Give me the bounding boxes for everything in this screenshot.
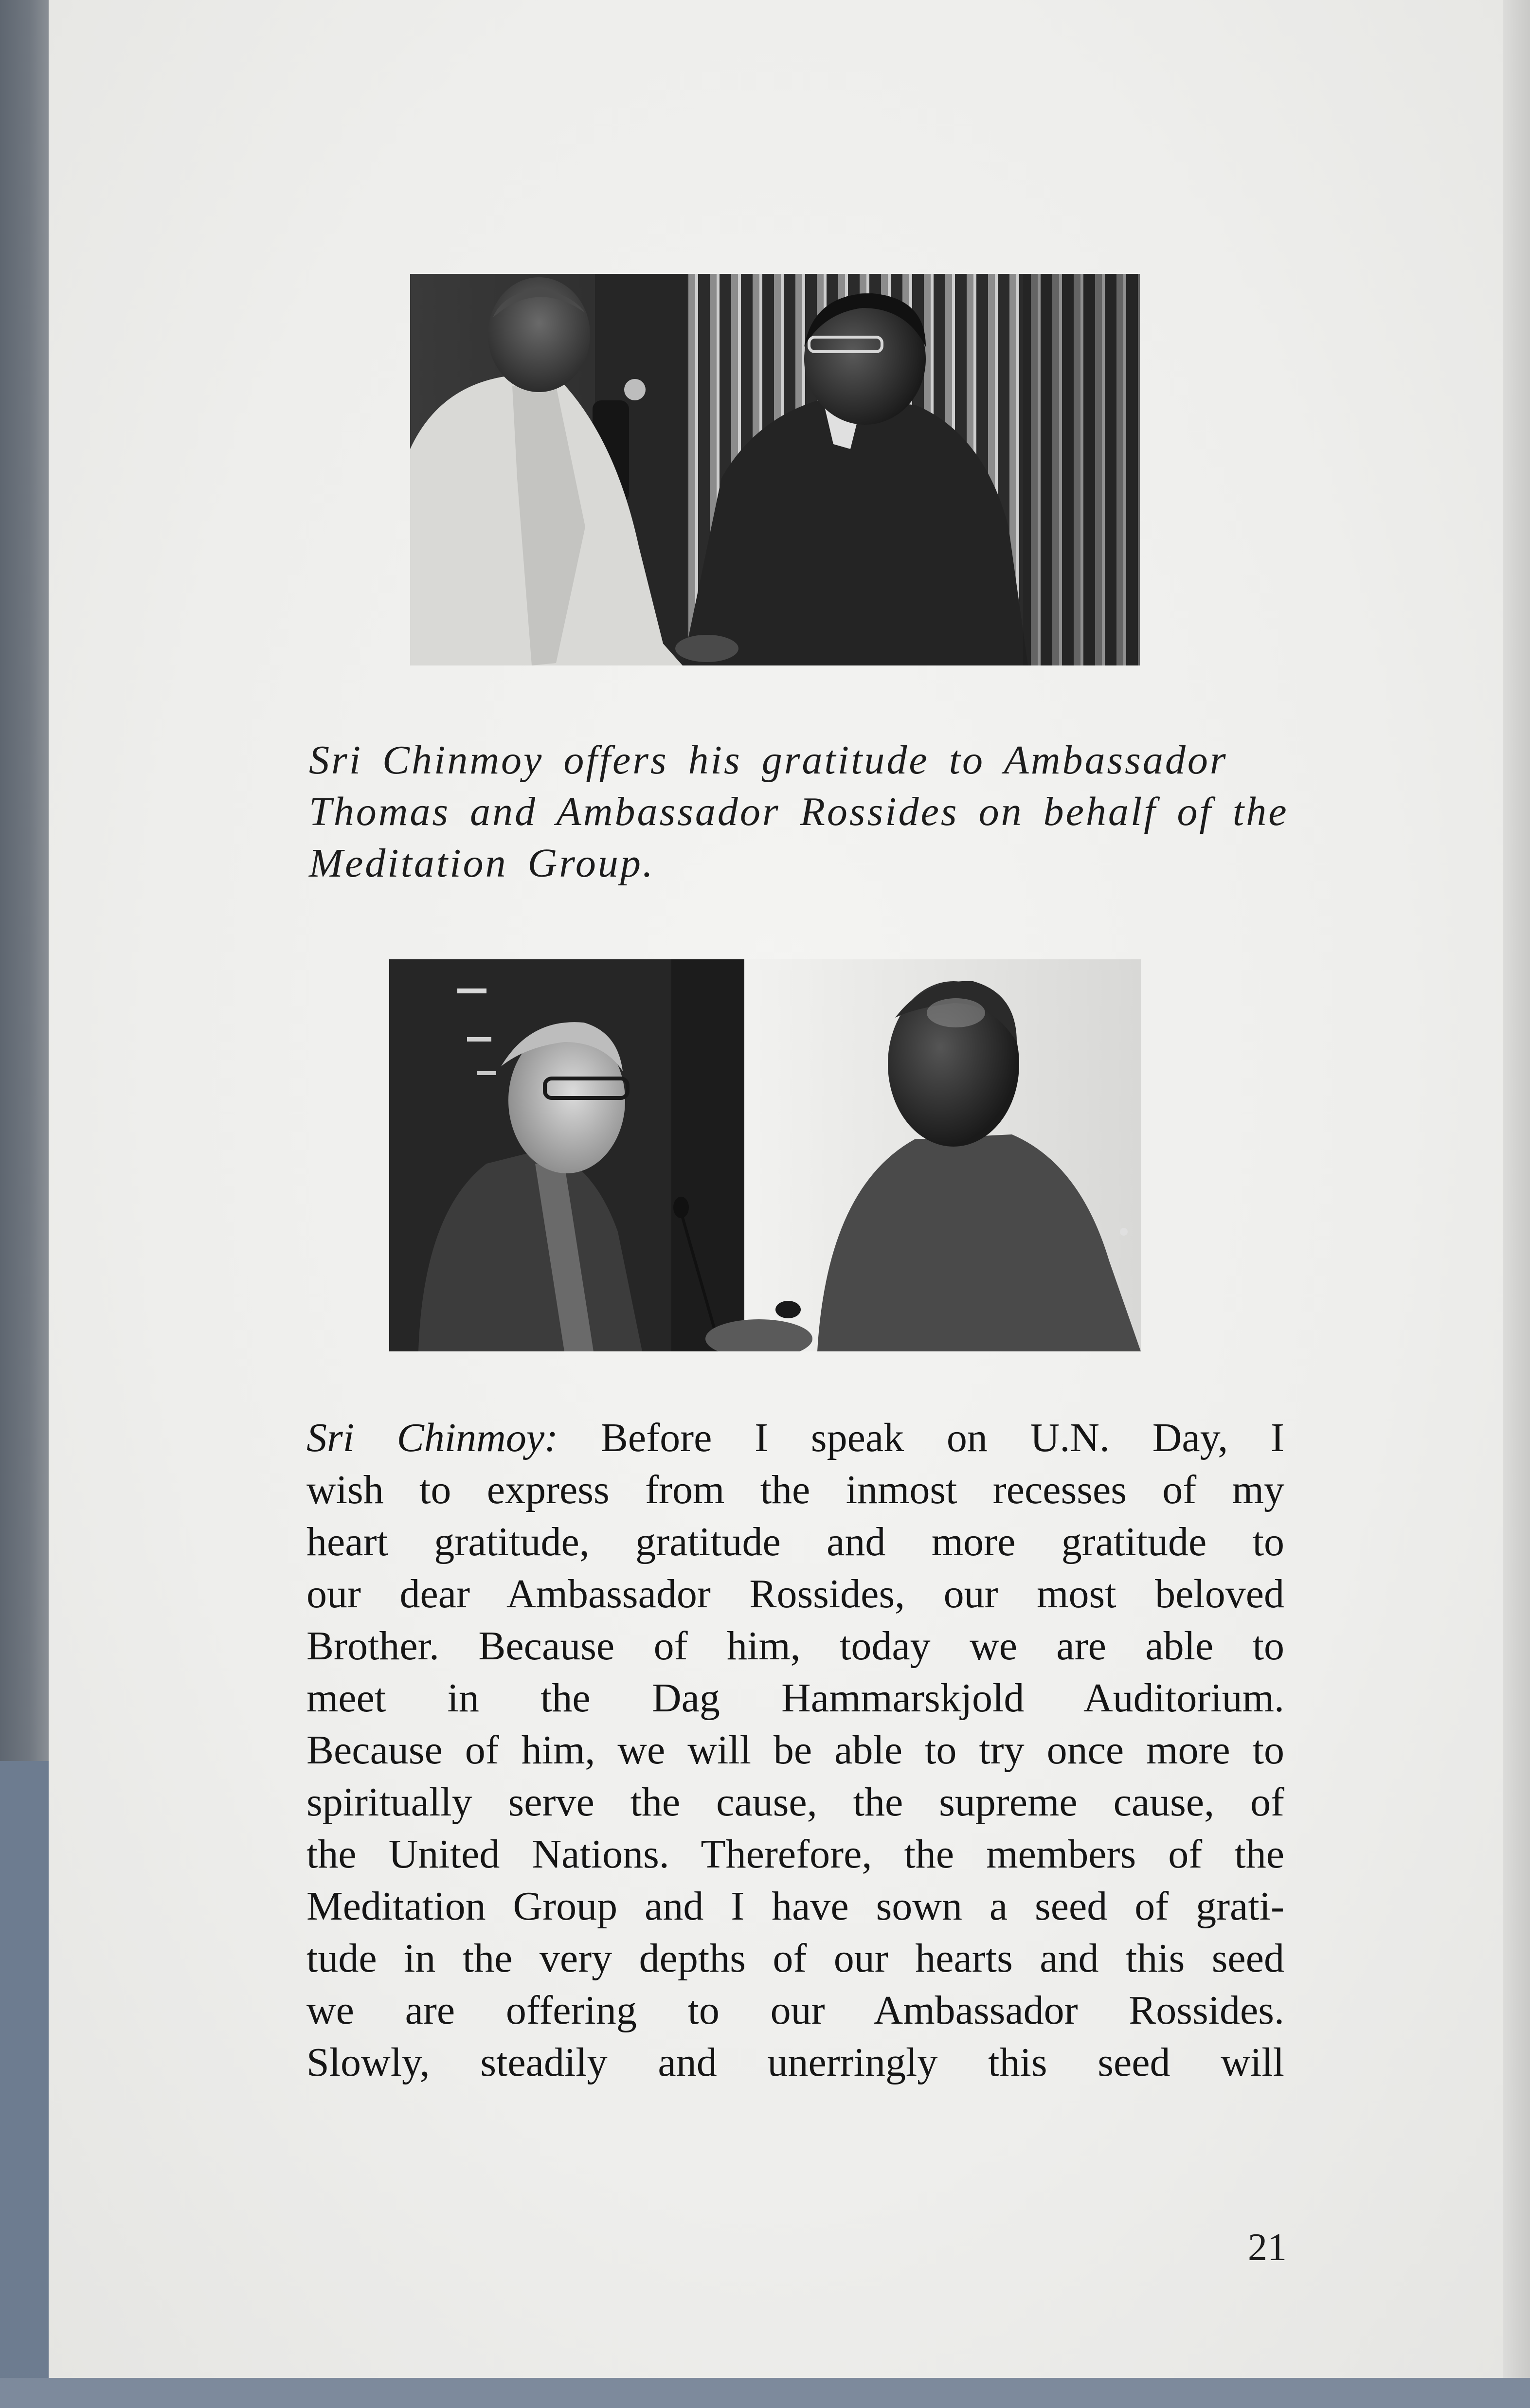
body-line: we are offering to our Ambassador Rossides. xyxy=(306,1988,1284,2033)
page-number: 21 xyxy=(1248,2226,1287,2269)
body-line: our dear Ambassador Rossides, our most beloved xyxy=(306,1571,1284,1617)
body-text xyxy=(306,1412,1284,2088)
body-line: wish to express from the inmost recesses of my xyxy=(306,1467,1284,1512)
caption-line: Thomas and Ambassador Rossides on behalf of the xyxy=(309,789,1289,834)
scanner-edge-bottom xyxy=(0,2378,1530,2408)
body-line: Meditation Group and I have sown a seed of grati- xyxy=(306,1884,1284,1929)
body-line: the United Nations. Therefore, the members of the xyxy=(306,1832,1284,1877)
body-line: Slowly, steadily and unerringly this seed will xyxy=(306,2040,1284,2085)
caption-line: Meditation Group. xyxy=(309,841,655,886)
body-line: Because of him, we will be able to try once more to xyxy=(306,1727,1284,1773)
caption-line: Sri Chinmoy offers his gratitude to Ambassador xyxy=(309,737,1228,783)
body-line: spiritually serve the cause, the supreme cause, of xyxy=(306,1779,1284,1825)
speaker-label: Sri Chinmoy: xyxy=(306,1415,558,1460)
body-line xyxy=(306,1412,1284,1464)
body-line: tude in the very depths of our hearts and this seed xyxy=(306,1936,1284,1981)
photo-handshake-ambassador-thomas xyxy=(410,274,1140,665)
body-line: Brother. Because of him, today we are able to xyxy=(306,1623,1284,1669)
body-line: heart gratitude, gratitude and more gratitude to xyxy=(306,1519,1284,1564)
body-line-text: Before I speak on U.N. Day, I xyxy=(600,1415,1284,1460)
photo-ambassador-rossides xyxy=(389,959,1141,1351)
scanner-edge-lower xyxy=(0,1761,49,2408)
page-edge-right xyxy=(1503,0,1530,2378)
body-line: meet in the Dag Hammarskjold Auditorium. xyxy=(306,1675,1284,1721)
photo-caption xyxy=(309,735,1340,889)
